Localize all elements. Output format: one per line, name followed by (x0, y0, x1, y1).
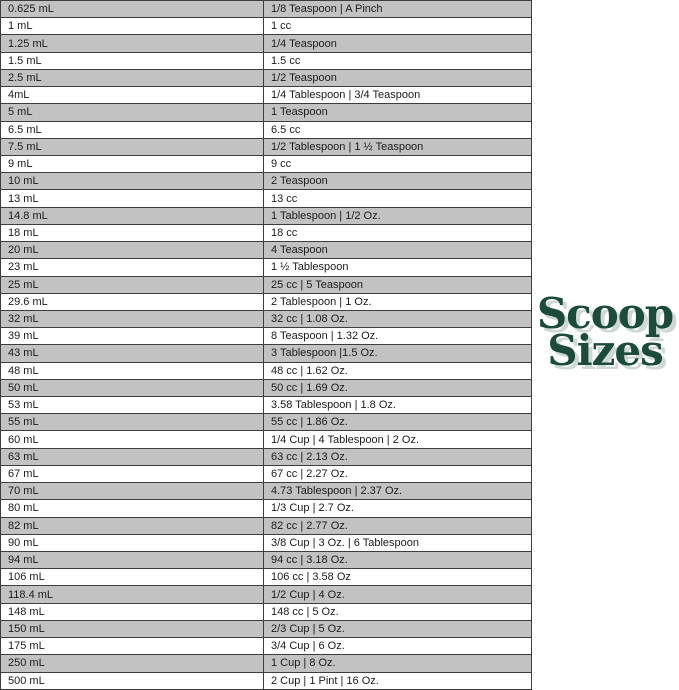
equivalent-cell: 2 Tablespoon | 1 Oz. (264, 293, 532, 310)
equivalent-cell: 1/8 Teaspoon | A Pinch (264, 1, 532, 18)
table-row (1, 259, 532, 276)
ml-cell: 67 mL (1, 465, 264, 482)
equivalent-cell: 94 cc | 3.18 Oz. (264, 552, 532, 569)
equivalent-cell: 106 cc | 3.58 Oz (264, 569, 532, 586)
ml-cell: 250 mL (1, 655, 264, 672)
equivalent-cell: 1 Cup | 8 Oz. (264, 655, 532, 672)
table-row (1, 87, 532, 104)
table-row (1, 362, 532, 379)
ml-cell: 70 mL (1, 483, 264, 500)
ml-cell: 32 mL (1, 310, 264, 327)
table-row (1, 569, 532, 586)
table-row (1, 155, 532, 172)
equivalent-cell: 50 cc | 1.69 Oz. (264, 379, 532, 396)
equivalent-cell: 13 cc (264, 190, 532, 207)
ml-cell: 39 mL (1, 328, 264, 345)
ml-cell: 150 mL (1, 620, 264, 637)
ml-cell: 175 mL (1, 638, 264, 655)
ml-cell: 5 mL (1, 104, 264, 121)
ml-cell: 43 mL (1, 345, 264, 362)
equivalent-cell: 55 cc | 1.86 Oz. (264, 414, 532, 431)
table-row (1, 655, 532, 672)
table-row (1, 500, 532, 517)
table-row (1, 586, 532, 603)
table-row (1, 483, 532, 500)
table-row (1, 328, 532, 345)
table-row (1, 35, 532, 52)
ml-cell: 25 mL (1, 276, 264, 293)
equivalent-cell: 2 Cup | 1 Pint | 16 Oz. (264, 672, 532, 689)
table-row (1, 138, 532, 155)
ml-cell: 1 mL (1, 18, 264, 35)
table-row (1, 379, 532, 396)
table-row (1, 242, 532, 259)
equivalent-cell: 1/4 Teaspoon (264, 35, 532, 52)
logo-line1: Scoop (536, 289, 674, 338)
ml-cell: 7.5 mL (1, 138, 264, 155)
ml-cell: 63 mL (1, 448, 264, 465)
equivalent-cell: 3/8 Cup | 3 Oz. | 6 Tablespoon (264, 534, 532, 551)
equivalent-cell: 4.73 Tablespoon | 2.37 Oz. (264, 483, 532, 500)
table-row (1, 414, 532, 431)
equivalent-cell: 25 cc | 5 Teaspoon (264, 276, 532, 293)
table-row (1, 52, 532, 69)
ml-cell: 50 mL (1, 379, 264, 396)
equivalent-cell: 1/4 Cup | 4 Tablespoon | 2 Oz. (264, 431, 532, 448)
equivalent-cell: 82 cc | 2.77 Oz. (264, 517, 532, 534)
table-row (1, 104, 532, 121)
ml-cell: 4mL (1, 87, 264, 104)
ml-cell: 106 mL (1, 569, 264, 586)
ml-cell: 18 mL (1, 224, 264, 241)
equivalent-cell: 9 cc (264, 155, 532, 172)
ml-cell: 148 mL (1, 603, 264, 620)
ml-cell: 0.625 mL (1, 1, 264, 18)
table-row (1, 173, 532, 190)
equivalent-cell: 2 Teaspoon (264, 173, 532, 190)
ml-cell: 118.4 mL (1, 586, 264, 603)
equivalent-cell: 18 cc (264, 224, 532, 241)
table-row (1, 69, 532, 86)
table-row (1, 672, 532, 689)
ml-cell: 1.25 mL (1, 35, 264, 52)
ml-cell: 94 mL (1, 552, 264, 569)
equivalent-cell: 1 Tablespoon | 1/2 Oz. (264, 207, 532, 224)
ml-cell: 29.6 mL (1, 293, 264, 310)
ml-cell: 13 mL (1, 190, 264, 207)
table-row (1, 431, 532, 448)
equivalent-cell: 1.5 cc (264, 52, 532, 69)
ml-cell: 60 mL (1, 431, 264, 448)
table-row (1, 552, 532, 569)
equivalent-cell: 4 Teaspoon (264, 242, 532, 259)
equivalent-cell: 1/2 Cup | 4 Oz. (264, 586, 532, 603)
table-row (1, 207, 532, 224)
ml-cell: 2.5 mL (1, 69, 264, 86)
table-row (1, 638, 532, 655)
table-row (1, 465, 532, 482)
table-row (1, 603, 532, 620)
table-row (1, 293, 532, 310)
table-row (1, 534, 532, 551)
table-row (1, 310, 532, 327)
ml-cell: 1.5 mL (1, 52, 264, 69)
equivalent-cell: 1 ½ Tablespoon (264, 259, 532, 276)
equivalent-cell: 67 cc | 2.27 Oz. (264, 465, 532, 482)
ml-cell: 48 mL (1, 362, 264, 379)
ml-cell: 10 mL (1, 173, 264, 190)
equivalent-cell: 48 cc | 1.62 Oz. (264, 362, 532, 379)
table-row (1, 121, 532, 138)
equivalent-cell: 6.5 cc (264, 121, 532, 138)
ml-cell: 90 mL (1, 534, 264, 551)
ml-cell: 500 mL (1, 672, 264, 689)
table-row (1, 448, 532, 465)
equivalent-cell: 2/3 Cup | 5 Oz. (264, 620, 532, 637)
ml-cell: 80 mL (1, 500, 264, 517)
ml-cell: 82 mL (1, 517, 264, 534)
equivalent-cell: 3.58 Tablespoon | 1.8 Oz. (264, 397, 532, 414)
ml-cell: 20 mL (1, 242, 264, 259)
equivalent-cell: 1 cc (264, 18, 532, 35)
scoop-sizes-logo (531, 289, 679, 375)
ml-cell: 14.8 mL (1, 207, 264, 224)
table-row (1, 1, 532, 18)
equivalent-cell: 1 Teaspoon (264, 104, 532, 121)
equivalent-cell: 1/3 Cup | 2.7 Oz. (264, 500, 532, 517)
logo-line2: Sizes (547, 326, 663, 375)
table-row (1, 190, 532, 207)
equivalent-cell: 1/2 Tablespoon | 1 ½ Teaspoon (264, 138, 532, 155)
conversion-table-body (1, 1, 532, 690)
table-row (1, 517, 532, 534)
equivalent-cell: 8 Teaspoon | 1.32 Oz. (264, 328, 532, 345)
equivalent-cell: 3 Tablespoon |1.5 Oz. (264, 345, 532, 362)
equivalent-cell: 148 cc | 5 Oz. (264, 603, 532, 620)
table-row (1, 18, 532, 35)
ml-cell: 23 mL (1, 259, 264, 276)
table-row (1, 620, 532, 637)
ml-cell: 53 mL (1, 397, 264, 414)
equivalent-cell: 1/4 Tablespoon | 3/4 Teaspoon (264, 87, 532, 104)
ml-cell: 55 mL (1, 414, 264, 431)
table-row (1, 224, 532, 241)
equivalent-cell: 3/4 Cup | 6 Oz. (264, 638, 532, 655)
ml-cell: 6.5 mL (1, 121, 264, 138)
table-row (1, 397, 532, 414)
equivalent-cell: 63 cc | 2.13 Oz. (264, 448, 532, 465)
table-row (1, 345, 532, 362)
equivalent-cell: 32 cc | 1.08 Oz. (264, 310, 532, 327)
table-row (1, 276, 532, 293)
ml-cell: 9 mL (1, 155, 264, 172)
equivalent-cell: 1/2 Teaspoon (264, 69, 532, 86)
